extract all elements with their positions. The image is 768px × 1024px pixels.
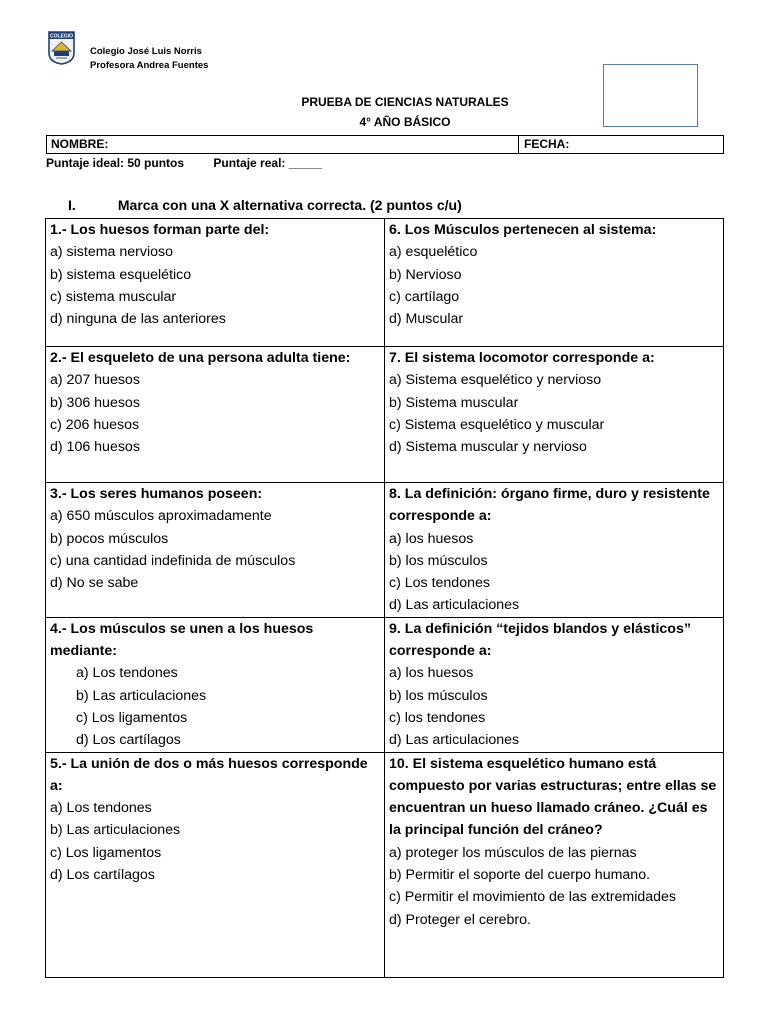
question-8 xyxy=(385,483,724,618)
question-text: 6. Los Músculos pertenecen al sistema: xyxy=(389,222,657,238)
score-line xyxy=(46,156,348,170)
option-c[interactable]: c) los tendones xyxy=(389,709,486,726)
option-a[interactable]: a) Los tendones xyxy=(50,800,152,817)
option-c[interactable]: c) Permitir el movimiento de las extremidades xyxy=(389,889,676,906)
test-title: PRUEBA DE CIENCIAS NATURALES xyxy=(301,95,509,109)
date-field[interactable] xyxy=(519,136,723,153)
question-5 xyxy=(46,752,385,977)
question-text: 5.- La unión de dos o más huesos corresponde a: xyxy=(50,755,368,794)
table-row xyxy=(46,752,724,977)
option-c[interactable]: c) 206 huesos xyxy=(50,416,140,433)
section-instruction xyxy=(68,197,462,213)
option-c[interactable]: c) Los ligamentos xyxy=(76,709,188,726)
name-label: NOMBRE: xyxy=(51,137,109,151)
question-4 xyxy=(46,617,385,752)
question-9 xyxy=(385,617,724,752)
option-a[interactable]: a) sistema nervioso xyxy=(50,244,174,261)
svg-text:COLEGIO: COLEGIO xyxy=(49,33,74,40)
question-text: 8. La definición: órgano firme, duro y resistente corresponde a: xyxy=(389,486,710,525)
option-b[interactable]: b) Sistema muscular xyxy=(389,394,519,411)
option-b[interactable]: b) pocos músculos xyxy=(50,530,169,547)
option-d[interactable]: d) Sistema muscular y nervioso xyxy=(389,439,587,456)
option-a[interactable]: a) Sistema esquelético y nervioso xyxy=(389,372,602,389)
option-d[interactable]: d) Muscular xyxy=(389,311,464,328)
option-b[interactable]: b) sistema esquelético xyxy=(50,266,192,283)
option-a[interactable]: a) los huesos xyxy=(389,665,474,682)
option-a[interactable]: a) 207 huesos xyxy=(50,372,140,389)
school-name: Colegio José Luis Norris xyxy=(90,46,202,57)
option-c[interactable]: c) Los tendones xyxy=(389,575,490,592)
question-text: 3.- Los seres humanos poseen: xyxy=(50,486,263,502)
option-b[interactable]: b) Las articulaciones xyxy=(76,687,207,704)
option-b[interactable]: b) los músculos xyxy=(389,687,488,704)
option-c[interactable]: c) una cantidad indefinida de músculos xyxy=(50,552,296,569)
question-text: 7. El sistema locomotor corresponde a: xyxy=(389,350,655,366)
option-b[interactable]: b) Nervioso xyxy=(389,266,462,283)
question-text: 4.- Los músculos se unen a los huesos mediante: xyxy=(50,620,314,660)
date-label: FECHA: xyxy=(524,137,570,151)
option-a[interactable]: a) los huesos xyxy=(389,530,474,547)
option-b[interactable]: b) Permitir el soporte del cuerpo humano. xyxy=(389,867,651,884)
option-a[interactable]: a) esquelético xyxy=(389,244,478,261)
option-d[interactable]: d) 106 huesos xyxy=(50,439,140,456)
option-d[interactable]: d) ninguna de las anteriores xyxy=(50,311,226,328)
option-d[interactable]: d) Proteger el cerebro. xyxy=(389,911,531,928)
option-d[interactable]: d) No se sabe xyxy=(50,575,139,592)
question-1 xyxy=(46,219,385,347)
question-2 xyxy=(46,347,385,483)
question-text: 10. El sistema esquelético humano está compuesto por varias estructuras; entre ellas se encuentran un hueso llamado cráneo. ¿Cuál es la principal función del cráneo? xyxy=(389,755,717,839)
option-d[interactable]: d) Los cartílagos xyxy=(50,867,155,884)
instruction-text: Marca con una X alternativa correcta. (2 puntos c/u) xyxy=(117,197,462,213)
question-text: 1.- Los huesos forman parte del: xyxy=(50,222,270,238)
question-text: 2.- El esqueleto de una persona adulta tiene: xyxy=(50,350,351,366)
table-row xyxy=(46,347,724,483)
questions-table xyxy=(45,218,724,978)
score-ideal: Puntaje ideal: 50 puntos xyxy=(46,156,185,170)
name-field[interactable] xyxy=(47,136,519,153)
option-b[interactable]: b) los músculos xyxy=(389,552,488,569)
option-d[interactable]: d) Las articulaciones xyxy=(389,732,520,749)
school-info xyxy=(90,45,208,73)
option-d[interactable]: d) Los cartílagos xyxy=(76,732,181,749)
score-real: Puntaje real: _____ xyxy=(213,156,323,170)
question-7 xyxy=(385,347,724,483)
option-c[interactable]: c) Los ligamentos xyxy=(50,844,162,861)
section-number: I. xyxy=(68,197,76,213)
option-a[interactable]: a) 650 músculos aproximadamente xyxy=(50,508,272,525)
question-text: 9. La definición “tejidos blandos y elásticos” corresponde a: xyxy=(389,620,691,660)
question-6 xyxy=(385,219,724,347)
option-b[interactable]: b) Las articulaciones xyxy=(50,822,181,839)
option-c[interactable]: c) cartílago xyxy=(389,288,460,305)
option-a[interactable]: a) proteger los músculos de las piernas xyxy=(389,844,637,861)
option-c[interactable]: c) Sistema esquelético y muscular xyxy=(389,416,605,433)
table-row xyxy=(46,483,724,618)
option-d[interactable]: d) Las articulaciones xyxy=(389,597,520,614)
student-info-bar xyxy=(46,135,724,154)
question-3 xyxy=(46,483,385,618)
test-grade-level: 4° AÑO BÁSICO xyxy=(359,115,451,129)
option-a[interactable]: a) Los tendones xyxy=(76,665,178,682)
school-crest-logo xyxy=(48,31,75,65)
table-row xyxy=(46,219,724,347)
teacher-name: Profesora Andrea Fuentes xyxy=(90,60,209,71)
table-row xyxy=(46,617,724,752)
option-b[interactable]: b) 306 huesos xyxy=(50,394,140,411)
question-10 xyxy=(385,752,724,977)
option-c[interactable]: c) sistema muscular xyxy=(50,288,177,305)
